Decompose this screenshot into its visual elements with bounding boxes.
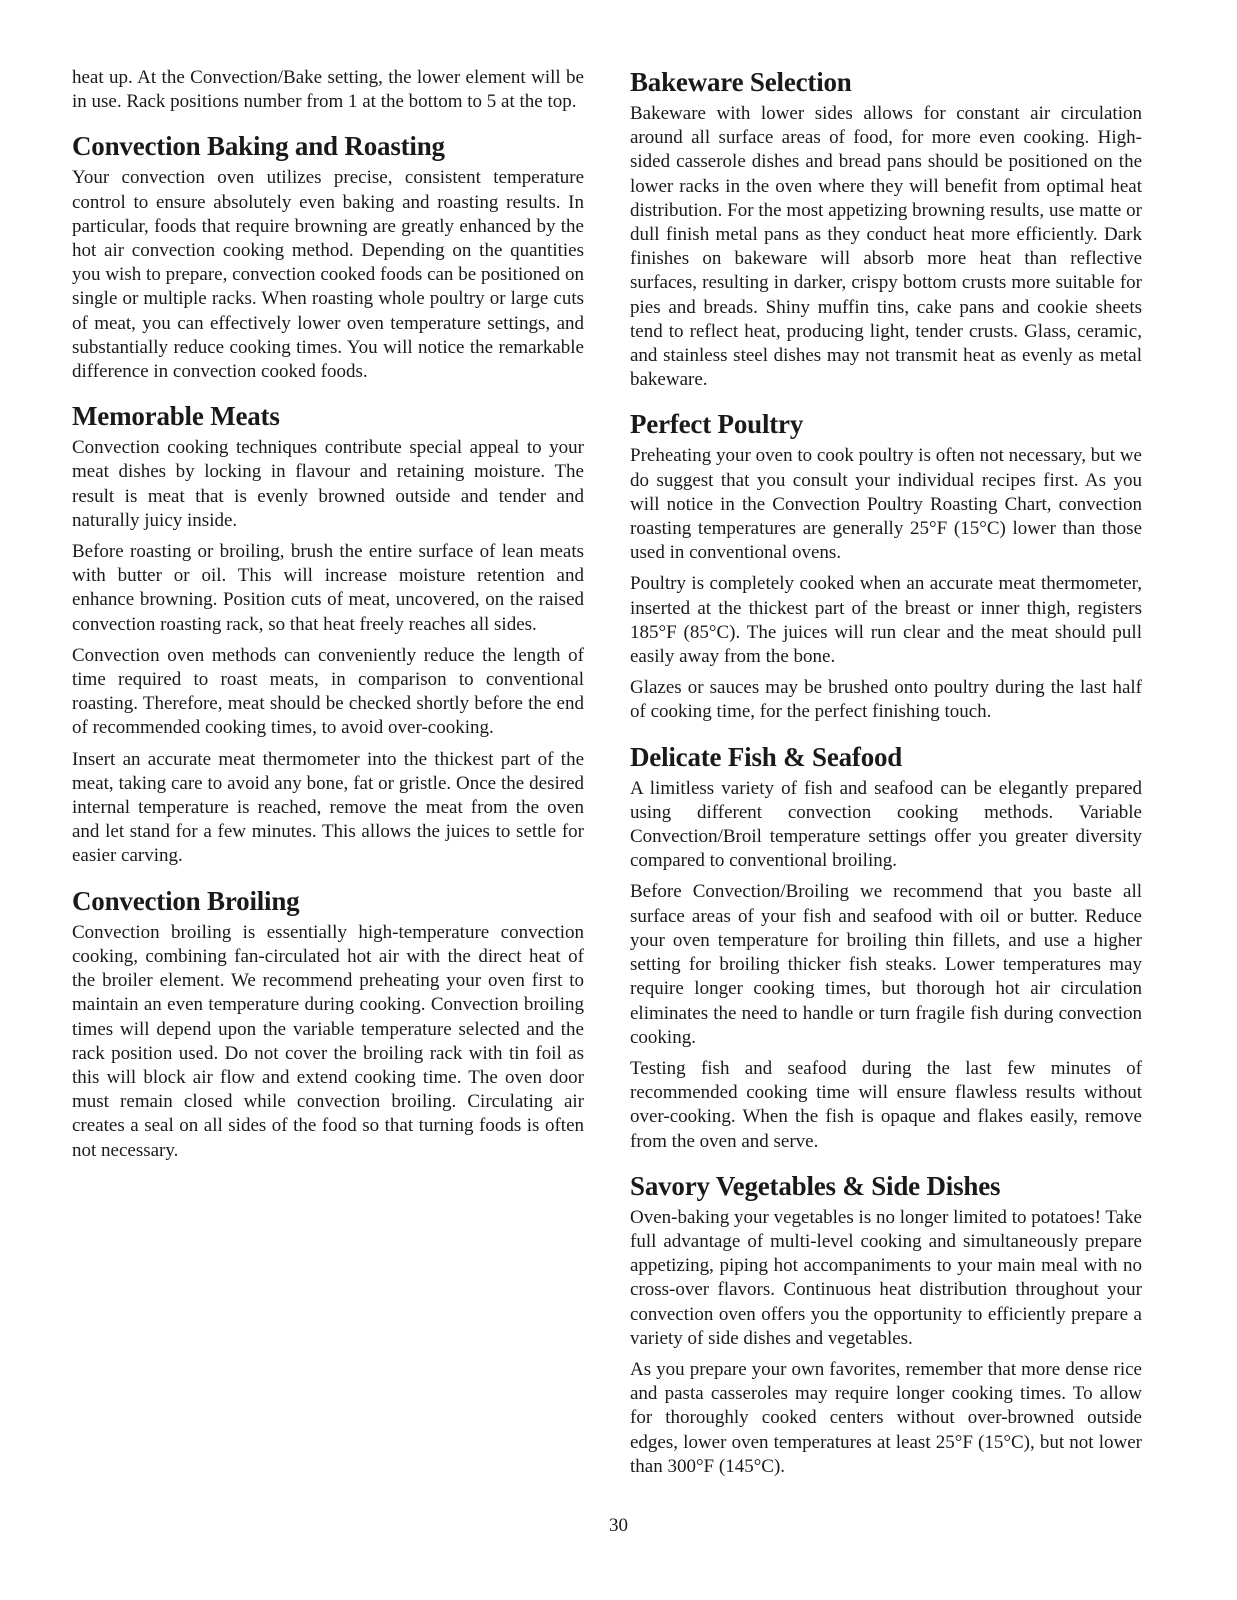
paragraph: Glazes or sauces may be brushed onto poultry during the last half of cooking time, for the perfect finishing touch. bbox=[630, 677, 1142, 723]
paragraph: Preheating your oven to cook poultry is often not necessary, but we do suggest that you consult your individual recipes first. As you will notice in the Convection Poultry Roasting Chart, convection roasting temperatures are generally 25°F (15°C) lower than those used in conventional ovens. bbox=[630, 445, 1142, 564]
heading-savory-vegetables: Savory Vegetables & Side Dishes bbox=[630, 1170, 1001, 1201]
paragraph: Your convection oven utilizes precise, consistent temperature control to ensure absolutely even baking and roasting results. In particular, foods that require browning are greatly enhanced by the hot air convection cooking method. Depending on the quantities you wish to prepare, convection cooked foods can be positioned on single or multiple racks. When roasting whole poultry or large cuts of meat, you can effectively lower oven temperature settings, and substantially reduce cooking times. You will notice the remarkable difference in convection cooked foods. bbox=[72, 167, 584, 383]
paragraph: Before Convection/Broiling we recommend that you baste all surface areas of your fish and seafood with oil or butter. Reduce your oven temperature for broiling thin fillets, and use a higher setting for broiling thicker fish steaks. Lower temperatures may require longer cooking times, but thorough hot air circulation eliminates the need to handle or turn fragile fish during convection cooking. bbox=[630, 881, 1142, 1048]
paragraph: Bakeware with lower sides allows for constant air circulation around all surface areas of food, for more even cooking. High-sided casserole dishes and bread pans should be positioned on the lower racks in the oven where they will benefit from optimal heat distribution. For the most appetizing browning results, use matte or dull finish metal pans as they conduct heat more efficiently. Dark finishes on bakeware will absorb more heat than reflective surfaces, resulting in darker, crispy bottom crusts more suitable for pies and breads. Shiny muffin tins, cake pans and cookie sheets tend to reflect heat, producing light, tender crusts. Glass, ceramic, and stainless steel dishes may not transmit heat as evenly as metal bakeware. bbox=[630, 103, 1142, 391]
right-column bbox=[630, 66, 1142, 1486]
paragraph: As you prepare your own favorites, remember that more dense rice and pasta casseroles may require longer cooking times. To allow for thoroughly cooked centers without over-browned outside edges, lower oven temperatures at least 25°F (15°C), but not lower than 300°F (145°C). bbox=[630, 1358, 1142, 1477]
heading-perfect-poultry: Perfect Poultry bbox=[630, 409, 804, 440]
left-column bbox=[72, 66, 584, 1170]
paragraph: Convection oven methods can conveniently reduce the length of time required to roast meats, in comparison to conventional roasting. Therefore, meat should be checked shortly before the end of recommended cooking times, to avoid over-cooking. bbox=[72, 644, 584, 739]
paragraph: Convection broiling is essentially high-temperature convection cooking, combining fan-circulated hot air with the direct heat of the broiler element. We recommend preheating your oven first to maintain an even temperature during cooking. Convection broiling times will depend upon the variable temperature selected and the rack position used. Do not cover the broiling rack with tin foil as this will block air flow and extend cooking time. The oven door must remain closed while convection broiling. Circulating air creates a seal on all sides of the food so that turning foods is often not necessary. bbox=[72, 921, 584, 1161]
paragraph: Insert an accurate meat thermometer into the thickest part of the meat, taking care to avoid any bone, fat or gristle. Once the desired internal temperature is reached, remove the meat from the oven and let stand for a few minutes. This allows the juices to settle for easier carving. bbox=[72, 748, 584, 867]
paragraph: Poultry is completely cooked when an accurate meat thermometer, inserted at the thickest part of the breast or inner thigh, registers 185°F (85°C). The juices will run clear and the meat should pull easily away from the bone. bbox=[630, 573, 1142, 668]
paragraph: A limitless variety of fish and seafood can be elegantly prepared using different convection cooking methods. Variable Convection/Broil temperature settings offer you greater diversity compared to conventional broiling. bbox=[630, 777, 1142, 872]
heading-convection-baking: Convection Baking and Roasting bbox=[72, 131, 445, 162]
intro-paragraph: heat up. At the Convection/Bake setting, the lower element will be in use. Rack positions number from 1 at the bottom to 5 at the top. bbox=[72, 67, 584, 113]
paragraph: Before roasting or broiling, brush the entire surface of lean meats with butter or oil. This will increase moisture retention and enhance browning. Position cuts of meat, uncovered, on the raised convection roasting rack, so that heat freely reaches all sides. bbox=[72, 541, 584, 635]
heading-bakeware-selection: Bakeware Selection bbox=[630, 67, 852, 97]
page-number: 30 bbox=[609, 1515, 628, 1536]
heading-delicate-fish: Delicate Fish & Seafood bbox=[630, 741, 903, 772]
paragraph: Testing fish and seafood during the last few minutes of recommended cooking time will ensure flawless results without over-cooking. When the fish is opaque and flakes easily, remove from the oven and serve. bbox=[630, 1057, 1142, 1152]
heading-memorable-meats: Memorable Meats bbox=[72, 401, 280, 432]
heading-convection-broiling: Convection Broiling bbox=[72, 885, 300, 916]
paragraph: Convection cooking techniques contribute special appeal to your meat dishes by locking in flavour and retaining moisture. The result is meat that is evenly browned outside and tender and naturally juicy inside. bbox=[72, 437, 584, 531]
paragraph: Oven-baking your vegetables is no longer limited to potatoes! Take full advantage of multi-level cooking and simultaneously prepare appetizing, piping hot accompaniments to your main meal with no cross-over flavors. Continuous heat distribution throughout your convection oven offers you the opportunity to efficiently prepare a variety of side dishes and vegetables. bbox=[630, 1206, 1142, 1349]
